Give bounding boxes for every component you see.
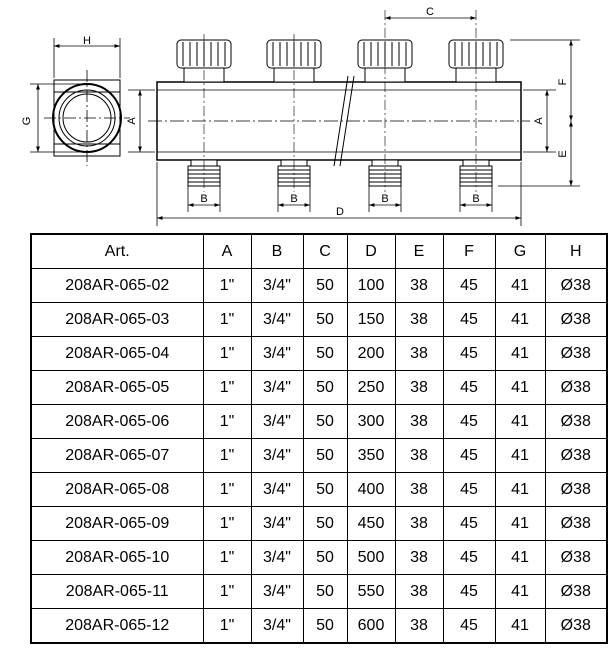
cell-art: 208AR-065-03: [31, 303, 203, 337]
table-row: [31, 507, 607, 541]
cell-art: 208AR-065-02: [31, 269, 203, 303]
table-row: [31, 609, 607, 644]
cell-d: 350: [347, 439, 395, 473]
cell-g: 41: [495, 337, 545, 371]
cell-b: 3/4": [251, 303, 303, 337]
label-b: B: [290, 193, 298, 205]
cell-h: Ø38: [545, 405, 607, 439]
cell-g: 41: [495, 371, 545, 405]
cell-a: 1": [203, 541, 251, 575]
label-g: G: [21, 116, 33, 126]
cell-d: 550: [347, 575, 395, 609]
cell-c: 50: [303, 609, 347, 644]
cell-h: Ø38: [545, 473, 607, 507]
table-row: [31, 439, 607, 473]
cell-b: 3/4": [251, 609, 303, 644]
cell-g: 41: [495, 609, 545, 644]
cell-h: Ø38: [545, 337, 607, 371]
valve-caps: [177, 40, 503, 82]
cell-a: 1": [203, 269, 251, 303]
cell-c: 50: [303, 303, 347, 337]
cell-h: Ø38: [545, 541, 607, 575]
cell-d: 100: [347, 269, 395, 303]
table-row: [31, 303, 607, 337]
header-h: H: [545, 234, 607, 269]
manifold-technical-drawing: [0, 0, 614, 233]
cell-c: 50: [303, 337, 347, 371]
cell-e: 38: [395, 507, 443, 541]
cell-a: 1": [203, 371, 251, 405]
cell-g: 41: [495, 269, 545, 303]
cell-art: 208AR-065-04: [31, 337, 203, 371]
cell-b: 3/4": [251, 575, 303, 609]
cell-e: 38: [395, 609, 443, 644]
cell-art: 208AR-065-09: [31, 507, 203, 541]
cell-art: 208AR-065-06: [31, 405, 203, 439]
cell-b: 3/4": [251, 473, 303, 507]
cell-c: 50: [303, 473, 347, 507]
cell-e: 38: [395, 303, 443, 337]
cell-d: 450: [347, 507, 395, 541]
cell-c: 50: [303, 575, 347, 609]
header-f: F: [443, 234, 495, 269]
cell-f: 45: [443, 439, 495, 473]
table-row: [31, 269, 607, 303]
cell-h: Ø38: [545, 439, 607, 473]
label-a: A: [533, 117, 545, 125]
cell-art: 208AR-065-08: [31, 473, 203, 507]
cell-a: 1": [203, 337, 251, 371]
cell-a: 1": [203, 405, 251, 439]
cell-e: 38: [395, 541, 443, 575]
cell-e: 38: [395, 269, 443, 303]
table-row: [31, 405, 607, 439]
cell-g: 41: [495, 507, 545, 541]
header-c: C: [303, 234, 347, 269]
cell-f: 45: [443, 575, 495, 609]
header-a: A: [203, 234, 251, 269]
cell-b: 3/4": [251, 541, 303, 575]
cell-c: 50: [303, 269, 347, 303]
table-row: [31, 337, 607, 371]
header-e: E: [395, 234, 443, 269]
cell-a: 1": [203, 439, 251, 473]
cell-f: 45: [443, 507, 495, 541]
cell-d: 600: [347, 609, 395, 644]
label-d: D: [336, 206, 344, 218]
cell-f: 45: [443, 541, 495, 575]
cell-b: 3/4": [251, 507, 303, 541]
label-c: C: [426, 6, 434, 18]
cell-f: 45: [443, 371, 495, 405]
table-row: [31, 541, 607, 575]
cell-g: 41: [495, 575, 545, 609]
label-b: B: [200, 193, 208, 205]
cell-g: 41: [495, 541, 545, 575]
cell-h: Ø38: [545, 609, 607, 644]
cell-c: 50: [303, 405, 347, 439]
cell-c: 50: [303, 439, 347, 473]
label-f: F: [557, 78, 569, 86]
cell-c: 50: [303, 541, 347, 575]
cell-f: 45: [443, 337, 495, 371]
cell-f: 45: [443, 303, 495, 337]
label-a: A: [126, 117, 138, 125]
label-e: E: [557, 150, 569, 158]
table-row: [31, 371, 607, 405]
header-d: D: [347, 234, 395, 269]
table-row: [31, 473, 607, 507]
cell-b: 3/4": [251, 269, 303, 303]
cell-g: 41: [495, 439, 545, 473]
cell-art: 208AR-065-10: [31, 541, 203, 575]
cell-f: 45: [443, 609, 495, 644]
cell-g: 41: [495, 303, 545, 337]
cell-d: 150: [347, 303, 395, 337]
cell-d: 400: [347, 473, 395, 507]
label-b: B: [381, 193, 389, 205]
cell-e: 38: [395, 473, 443, 507]
cell-a: 1": [203, 575, 251, 609]
header-art: Art.: [31, 234, 203, 269]
cell-b: 3/4": [251, 337, 303, 371]
cell-c: 50: [303, 507, 347, 541]
cell-a: 1": [203, 303, 251, 337]
cell-b: 3/4": [251, 371, 303, 405]
header-b: B: [251, 234, 303, 269]
cell-b: 3/4": [251, 439, 303, 473]
cell-d: 200: [347, 337, 395, 371]
cell-e: 38: [395, 575, 443, 609]
cell-h: Ø38: [545, 507, 607, 541]
cell-h: Ø38: [545, 575, 607, 609]
cell-h: Ø38: [545, 303, 607, 337]
cell-d: 300: [347, 405, 395, 439]
label-h: H: [83, 35, 91, 47]
cell-art: 208AR-065-05: [31, 371, 203, 405]
cell-art: 208AR-065-07: [31, 439, 203, 473]
cell-f: 45: [443, 269, 495, 303]
cell-art: 208AR-065-11: [31, 575, 203, 609]
cell-d: 250: [347, 371, 395, 405]
table-header-row: [31, 234, 607, 269]
cell-g: 41: [495, 473, 545, 507]
cell-a: 1": [203, 609, 251, 644]
spec-table: [30, 233, 608, 644]
cell-a: 1": [203, 507, 251, 541]
cell-e: 38: [395, 337, 443, 371]
cell-d: 500: [347, 541, 395, 575]
table-row: [31, 575, 607, 609]
cell-g: 41: [495, 405, 545, 439]
cell-h: Ø38: [545, 371, 607, 405]
table-body: [31, 269, 607, 644]
cell-f: 45: [443, 473, 495, 507]
cell-e: 38: [395, 405, 443, 439]
label-b: B: [472, 193, 480, 205]
cell-h: Ø38: [545, 269, 607, 303]
cell-f: 45: [443, 405, 495, 439]
cell-e: 38: [395, 371, 443, 405]
header-g: G: [495, 234, 545, 269]
cell-e: 38: [395, 439, 443, 473]
cell-c: 50: [303, 371, 347, 405]
cell-a: 1": [203, 473, 251, 507]
cell-b: 3/4": [251, 405, 303, 439]
cell-art: 208AR-065-12: [31, 609, 203, 644]
